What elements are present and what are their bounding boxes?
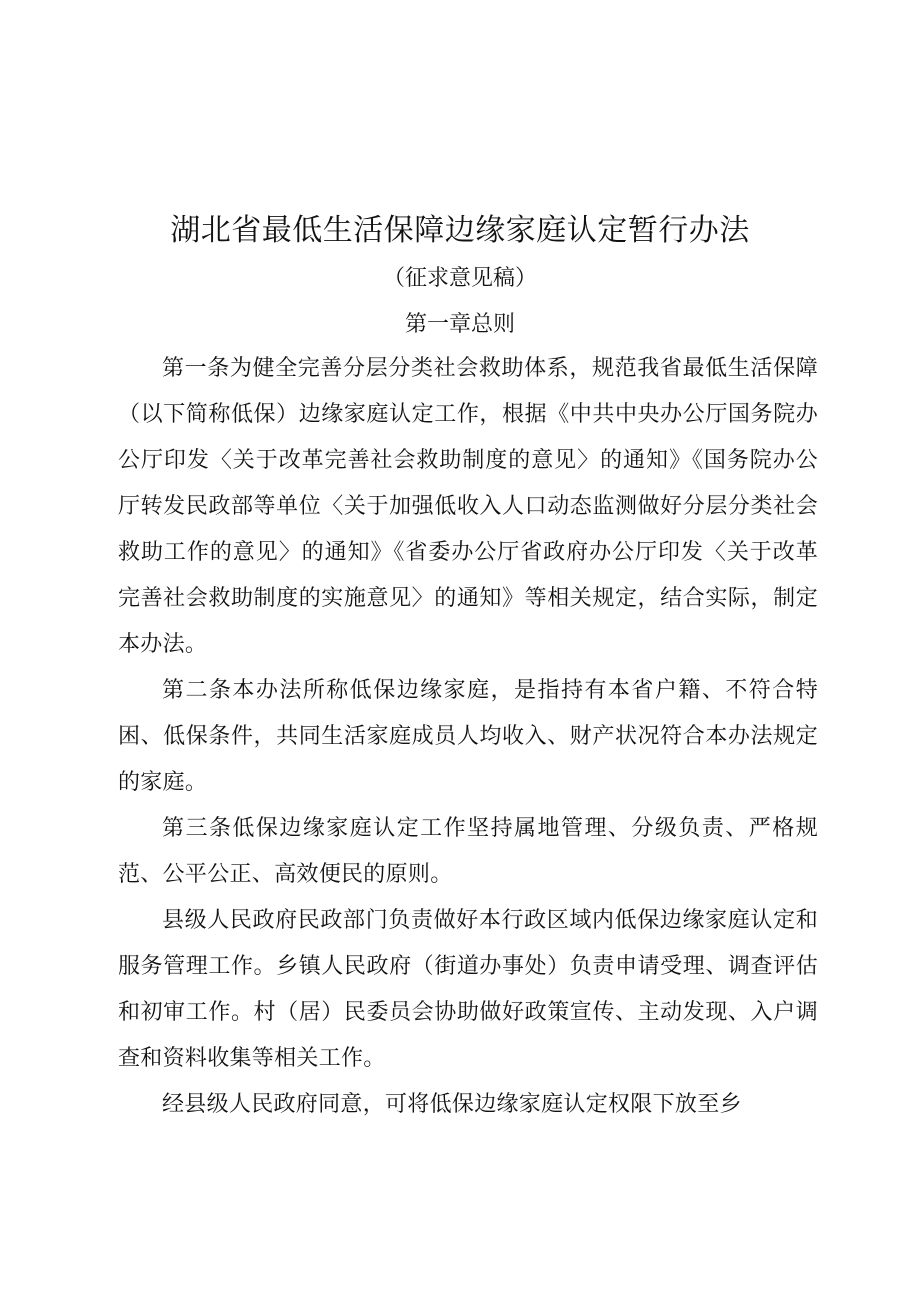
document-title: 湖北省最低生活保障边缘家庭认定暂行办法 <box>170 213 750 248</box>
chapter-heading: 第一章总则 <box>404 312 515 337</box>
document-subtitle: （征求意见稿） <box>382 266 537 291</box>
paragraph-county-duties: 县级人民政府民政部门负责做好本行政区域内低保边缘家庭认定和服务管理工作。乡镇人民政府（街道办事处）负责申请受理、调查评估和初审工作。村（居）民委员会协助做好政策宣传、主动发现、入户调查和资料收集等相关工作。 <box>118 908 818 1071</box>
document-body <box>118 346 818 1128</box>
paragraph-authority-delegation: 经县级人民政府同意，可将低保边缘家庭认定权限下放至乡 <box>162 1092 742 1117</box>
paragraph-article-1: 第一条为健全完善分层分类社会救助体系，规范我省最低生活保障（以下简称低保）边缘家庭认定工作，根据《中共中央办公厅国务院办公厅印发〈关于改革完善社会救助制度的意见〉的通知》《国务院办公厅转发民政部等单位〈关于加强低收入人口动态监测做好分层分类社会救助工作的意见〉的通知》《省委办公厅省政府办公厅印发〈关于改革完善社会救助制度的实施意见〉的通知》等相关规定，结合实际，制定本办法。 <box>118 356 818 657</box>
paragraph-article-3: 第三条低保边缘家庭认定工作坚持属地管理、分级负责、严格规范、公平公正、高效便民的原则。 <box>118 816 818 887</box>
paragraph-article-2: 第二条本办法所称低保边缘家庭，是指持有本省户籍、不符合特困、低保条件，共同生活家庭成员人均收入、财产状况符合本办法规定的家庭。 <box>118 678 818 795</box>
